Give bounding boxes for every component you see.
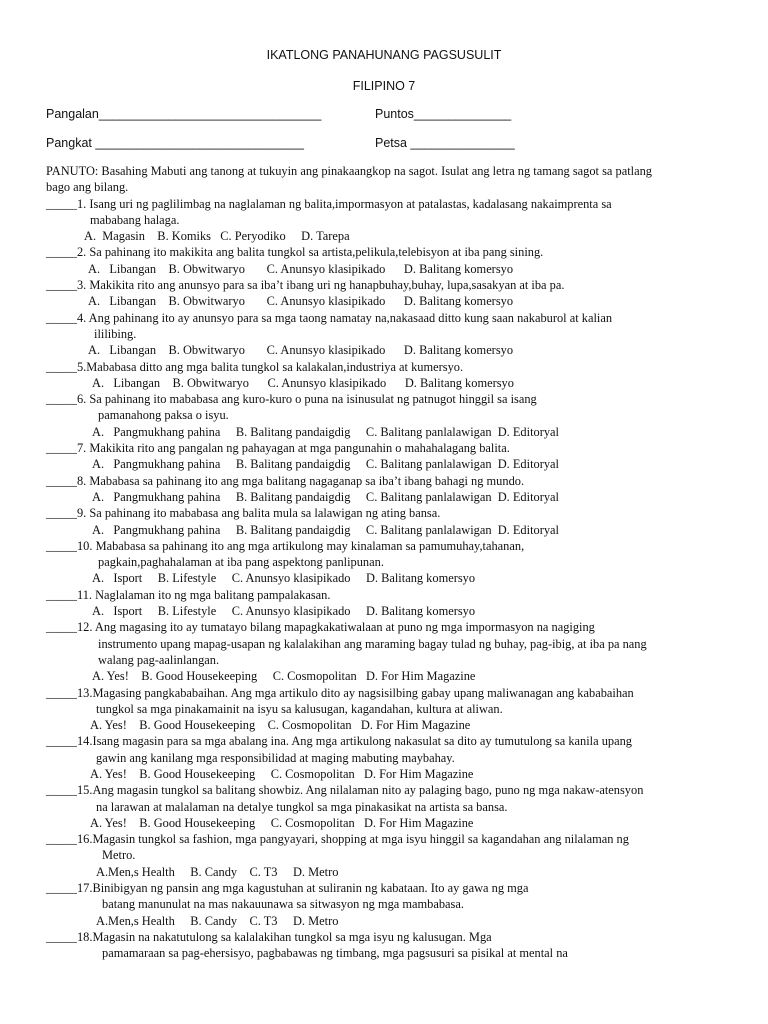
question-item bbox=[46, 196, 736, 245]
question-text-continuation: Metro. bbox=[102, 848, 136, 863]
question-text-continuation: na larawan at malalaman na detalye tungkol sa mga pinakasikat na artista sa bansa. bbox=[96, 799, 508, 814]
answer-choices: A. Pangmukhang pahina B. Balitang pandaigdig C. Balitang panlalawigan D. Editoryal bbox=[92, 457, 559, 472]
question-item bbox=[46, 733, 736, 782]
question-text-continuation: batang manunulat na mas nakauunawa sa sitwasyon ng mga mambabasa. bbox=[102, 897, 464, 912]
question-text: _____2. Sa pahinang ito makikita ang balita tungkol sa artista,pelikula,telebisyon at iba pang sining. bbox=[46, 245, 544, 260]
question-text: _____15.Ang magasin tungkol sa balitang showbiz. Ang nilalaman nito ay palaging bago, puno ng mga nakaw-atensyon bbox=[46, 783, 644, 798]
exam-body bbox=[46, 163, 736, 962]
question-text: _____8. Mababasa sa pahinang ito ang mga balitang nagaganap sa iba’t ibang bahagi ng mundo. bbox=[46, 473, 525, 488]
answer-choices: A. Yes! B. Good Housekeeping C. Cosmopolitan D. For Him Magazine bbox=[92, 669, 476, 684]
question-text: _____18.Magasin na nakatutulong sa kalalakihan tungkol sa mga isyu ng kalusugan. Mga bbox=[46, 929, 492, 944]
question-text-continuation: pamamaraan sa pag-ehersisyo, pagbabawas ng timbang, mga pagsusuri sa pisikal at mental na bbox=[102, 946, 568, 961]
question-item bbox=[46, 359, 736, 392]
answer-choices: A. Libangan B. Obwitwaryo C. Anunsyo klasipikado D. Balitang komersyo bbox=[88, 294, 514, 309]
question-text-continuation: pamanahong paksa o isyu. bbox=[98, 408, 229, 423]
question-text: _____6. Sa pahinang ito mababasa ang kuro-kuro o puna na isinusulat ng patnugot hinggil sa isang bbox=[46, 392, 537, 407]
question-item bbox=[46, 538, 736, 587]
answer-choices: A. Pangmukhang pahina B. Balitang pandaigdig C. Balitang panlalawigan D. Editoryal bbox=[92, 489, 559, 504]
question-text-continuation: walang pag-aalinlangan. bbox=[98, 652, 220, 667]
question-item bbox=[46, 310, 736, 359]
question-text: _____5.Mababasa ditto ang mga balita tungkol sa kalakalan,industriya at kumersyo. bbox=[46, 359, 464, 374]
question-item bbox=[46, 880, 736, 929]
answer-choices: A.Men,s Health B. Candy C. T3 D. Metro bbox=[96, 864, 339, 879]
answer-choices: A. Pangmukhang pahina B. Balitang pandaigdig C. Balitang panlalawigan D. Editoryal bbox=[92, 424, 559, 439]
pangkat-field[interactable]: Pangkat ______________________________ bbox=[46, 136, 304, 150]
petsa-field[interactable]: Petsa _______________ bbox=[375, 136, 515, 150]
instructions-line-2: bago ang bilang. bbox=[46, 180, 129, 195]
question-text: _____9. Sa pahinang ito mababasa ang balita mula sa lalawigan ng ating bansa. bbox=[46, 506, 441, 521]
answer-choices: A. Yes! B. Good Housekeeping C. Cosmopolitan D. For Him Magazine bbox=[90, 766, 474, 781]
question-text: _____7. Makikita rito ang pangalan ng pahayagan at mga pangunahin o mahahalagang balita. bbox=[46, 441, 510, 456]
question-text-continuation: tungkol sa mga pinakamainit na isyu sa kalusugan, kagandahan, kultura at aliwan. bbox=[96, 701, 503, 716]
answer-choices: A. Libangan B. Obwitwaryo C. Anunsyo klasipikado D. Balitang komersyo bbox=[92, 375, 514, 390]
question-text-continuation: pagkain,paghahalaman at iba pang aspektong panlipunan. bbox=[98, 555, 384, 570]
question-item bbox=[46, 505, 736, 538]
question-item bbox=[46, 782, 736, 831]
question-list bbox=[46, 196, 736, 962]
question-item bbox=[46, 244, 736, 277]
answer-choices: A. Libangan B. Obwitwaryo C. Anunsyo klasipikado D. Balitang komersyo bbox=[88, 261, 514, 276]
question-item bbox=[46, 685, 736, 734]
question-item bbox=[46, 831, 736, 880]
question-item bbox=[46, 619, 736, 684]
question-text-continuation: ililibing. bbox=[94, 326, 137, 341]
question-text: _____16.Magasin tungkol sa fashion, mga pangyayari, shopping at mga isyu hinggil sa kagandahan ang nilalaman ng bbox=[46, 832, 629, 847]
question-text: _____14.Isang magasin para sa mga abalang ina. Ang mga artikulong nakasulat sa dito ay tumutulong sa kanila upang bbox=[46, 734, 633, 749]
answer-choices: A. Isport B. Lifestyle C. Anunsyo klasipikado D. Balitang komersyo bbox=[92, 571, 476, 586]
question-text: _____3. Makikita rito ang anunsyo para sa iba’t ibang uri ng hanapbuhay,buhay, lupa,sasakyan at iba pa. bbox=[46, 278, 565, 293]
answer-choices: A. Pangmukhang pahina B. Balitang pandaigdig C. Balitang panlalawigan D. Editoryal bbox=[92, 522, 559, 537]
exam-title: IKATLONG PANAHUNANG PAGSUSULIT bbox=[266, 48, 502, 62]
question-item bbox=[46, 587, 736, 620]
question-text: _____4. Ang pahinang ito ay anunsyo para sa mga taong namatay na,nakasaad ditto kung saan nakaburol at kalian bbox=[46, 310, 613, 325]
question-item bbox=[46, 929, 736, 962]
answer-choices: A.Men,s Health B. Candy C. T3 D. Metro bbox=[96, 913, 339, 928]
question-text: _____1. Isang uri ng paglilimbag na naglalaman ng balita,impormasyon at patalastas, kadalasang nakaimprenta sa bbox=[46, 196, 612, 211]
question-text: _____11. Naglalaman ito ng mga balitang pampalakasan. bbox=[46, 587, 331, 602]
answer-choices: A. Yes! B. Good Housekeeping C. Cosmopolitan D. For Him Magazine bbox=[90, 815, 474, 830]
answer-choices: A. Yes! B. Good Housekeeping C. Cosmopolitan D. For Him Magazine bbox=[90, 718, 471, 733]
answer-choices: A. Magasin B. Komiks C. Peryodiko D. Tarepa bbox=[84, 229, 350, 244]
answer-choices: A. Isport B. Lifestyle C. Anunsyo klasipikado D. Balitang komersyo bbox=[92, 604, 476, 619]
question-text: _____17.Binibigyan ng pansin ang mga kagustuhan at suliranin ng kabataan. Ito ay gawa ng mga bbox=[46, 881, 529, 896]
question-item bbox=[46, 440, 736, 473]
question-text-continuation: gawin ang kanilang mga responsibilidad at maging mabuting maybahay. bbox=[96, 750, 455, 765]
pangalan-field[interactable]: Pangalan________________________________ bbox=[46, 107, 322, 121]
question-text: _____10. Mababasa sa pahinang ito ang mga artikulong may kinalaman sa pamumuhay,tahanan, bbox=[46, 538, 525, 553]
question-text: _____12. Ang magasing ito ay tumatayo bilang mapagkakatiwalaan at puno ng mga impormasyon na nagiging bbox=[46, 620, 595, 635]
instructions-line-1: PANUTO: Basahing Mabuti ang tanong at tukuyin ang pinakaangkop na sagot. Isulat ang letra ng tamang sagot sa patlang bbox=[46, 164, 652, 178]
question-text-continuation: instrumento upang mapag-usapan ng kalalakihan ang maraming bagay tulad ng buhay, pag-ibig, at iba pa nang bbox=[98, 636, 647, 651]
question-item bbox=[46, 391, 736, 440]
question-item bbox=[46, 473, 736, 506]
question-text: _____13.Magasing pangkababaihan. Ang mga artikulo dito ay nagsisilbing gabay upang maliwanagan ang kababaihan bbox=[46, 685, 634, 700]
question-item bbox=[46, 277, 736, 310]
answer-choices: A. Libangan B. Obwitwaryo C. Anunsyo klasipikado D. Balitang komersyo bbox=[88, 343, 514, 358]
exam-subject: FILIPINO 7 bbox=[352, 79, 416, 93]
question-text-continuation: mababang halaga. bbox=[90, 212, 180, 227]
puntos-field[interactable]: Puntos______________ bbox=[375, 107, 512, 121]
